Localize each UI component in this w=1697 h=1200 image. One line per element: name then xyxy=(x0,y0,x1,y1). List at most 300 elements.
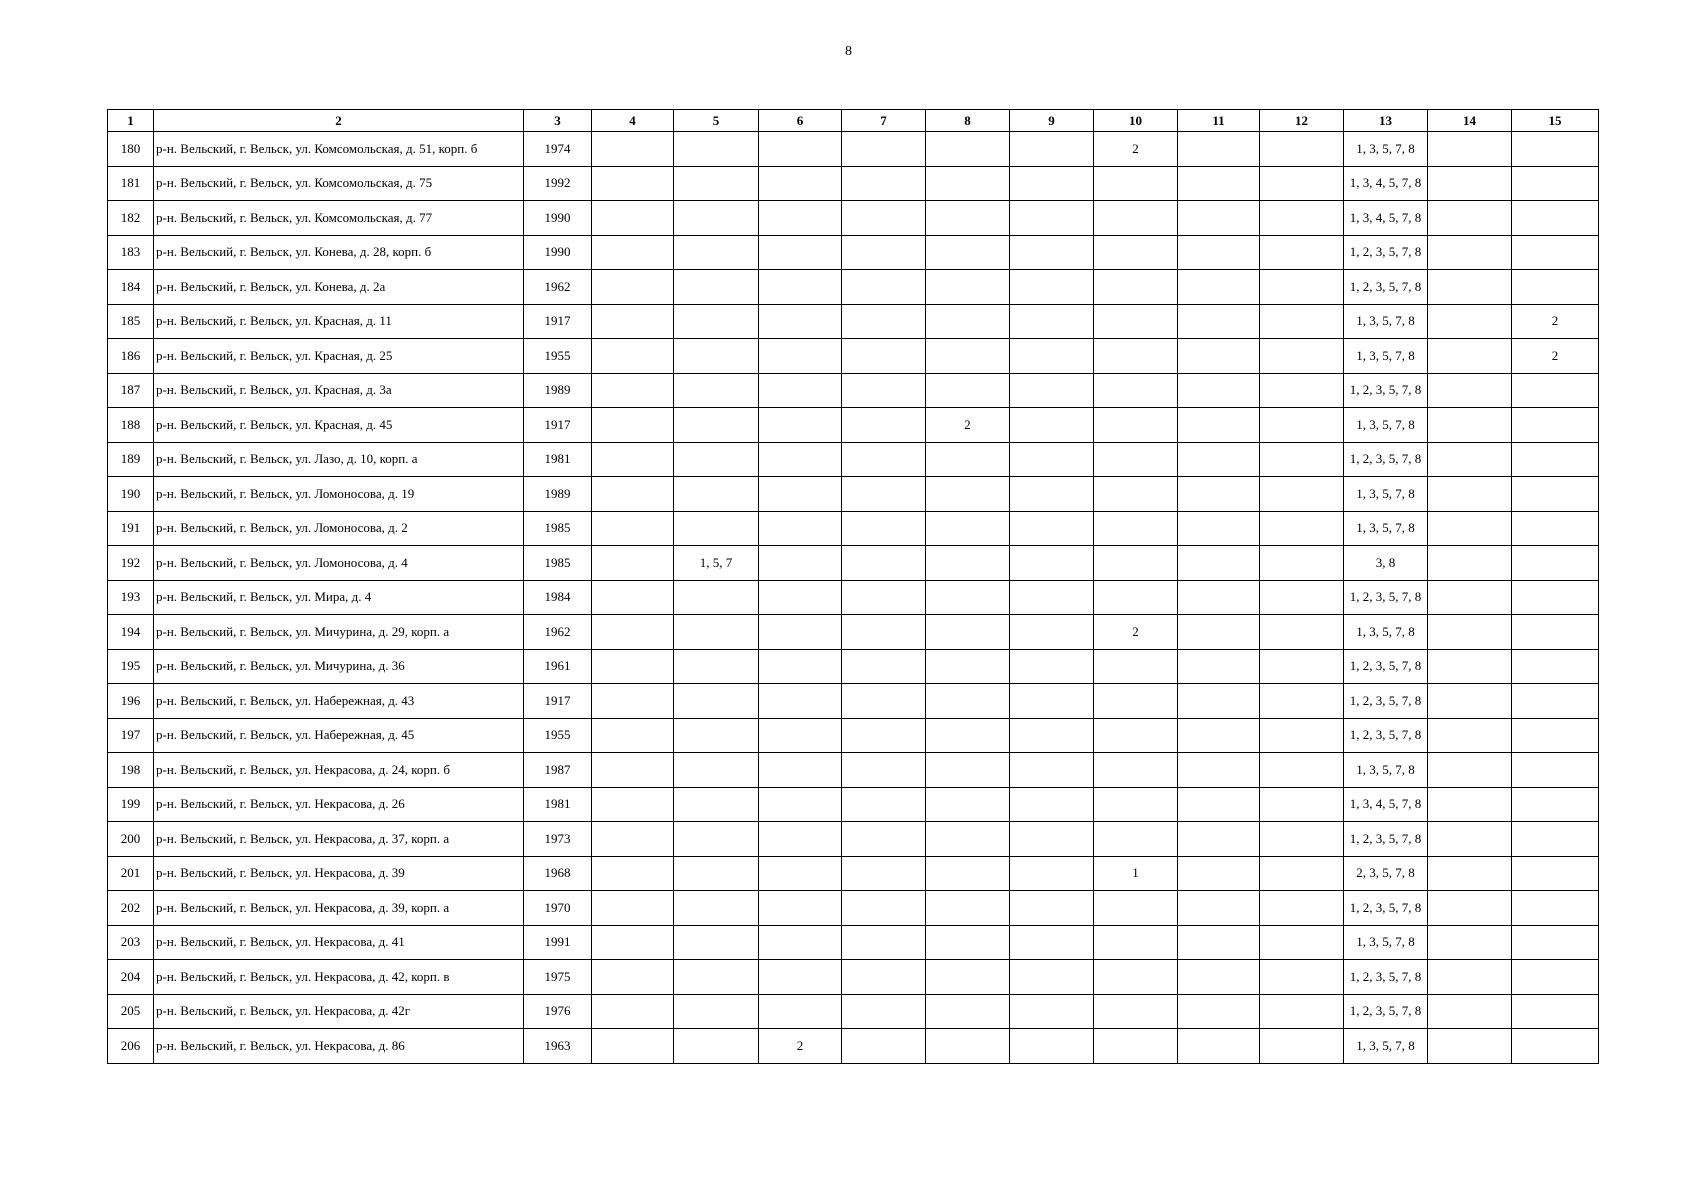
table-cell-col-8 xyxy=(926,615,1010,650)
table-cell-col-4 xyxy=(592,235,674,270)
table-cell-col-3: 1963 xyxy=(524,1029,592,1064)
table-cell-col-12 xyxy=(1260,477,1344,512)
table-cell-col-6 xyxy=(759,408,842,443)
table-row xyxy=(108,235,1599,270)
table-cell-col-1: 194 xyxy=(108,615,154,650)
table-cell-col-7 xyxy=(842,442,926,477)
table-cell-col-2: р-н. Вельский, г. Вельск, ул. Мичурина, д. 36 xyxy=(154,649,524,684)
table-cell-col-10: 1 xyxy=(1094,856,1178,891)
table-cell-col-10 xyxy=(1094,304,1178,339)
table-cell-col-9 xyxy=(1010,615,1094,650)
table-cell-col-2: р-н. Вельский, г. Вельск, ул. Некрасова, д. 26 xyxy=(154,787,524,822)
table-cell-col-13: 1, 3, 5, 7, 8 xyxy=(1344,339,1428,374)
table-cell-col-9 xyxy=(1010,649,1094,684)
table-cell-col-7 xyxy=(842,132,926,167)
table-cell-col-1: 195 xyxy=(108,649,154,684)
table-cell-col-4 xyxy=(592,994,674,1029)
table-cell-col-6 xyxy=(759,649,842,684)
table-cell-col-15 xyxy=(1512,373,1599,408)
table-cell-col-13: 1, 2, 3, 5, 7, 8 xyxy=(1344,580,1428,615)
table-cell-col-3: 1987 xyxy=(524,753,592,788)
table-cell-col-9 xyxy=(1010,684,1094,719)
table-cell-col-14 xyxy=(1428,822,1512,857)
table-cell-col-6 xyxy=(759,511,842,546)
table-cell-col-15 xyxy=(1512,442,1599,477)
table-cell-col-7 xyxy=(842,546,926,581)
table-cell-col-10 xyxy=(1094,753,1178,788)
table-cell-col-9 xyxy=(1010,546,1094,581)
table-cell-col-2: р-н. Вельский, г. Вельск, ул. Ломоносова, д. 4 xyxy=(154,546,524,581)
table-cell-col-2: р-н. Вельский, г. Вельск, ул. Мира, д. 4 xyxy=(154,580,524,615)
table-row xyxy=(108,856,1599,891)
table-cell-col-2: р-н. Вельский, г. Вельск, ул. Красная, д. 45 xyxy=(154,408,524,443)
table-cell-col-2: р-н. Вельский, г. Вельск, ул. Красная, д. 11 xyxy=(154,304,524,339)
table-cell-col-6 xyxy=(759,753,842,788)
table-cell-col-10 xyxy=(1094,891,1178,926)
table-cell-col-11 xyxy=(1178,546,1260,581)
table-cell-col-13: 1, 2, 3, 5, 7, 8 xyxy=(1344,718,1428,753)
table-cell-col-12 xyxy=(1260,960,1344,995)
table-cell-col-1: 186 xyxy=(108,339,154,374)
table-cell-col-6: 2 xyxy=(759,1029,842,1064)
column-header-1: 1 xyxy=(108,110,154,132)
table-cell-col-5 xyxy=(674,580,759,615)
table-cell-col-11 xyxy=(1178,511,1260,546)
table-cell-col-1: 201 xyxy=(108,856,154,891)
table-cell-col-6 xyxy=(759,270,842,305)
table-cell-col-10 xyxy=(1094,511,1178,546)
table-cell-col-14 xyxy=(1428,442,1512,477)
table-cell-col-15 xyxy=(1512,925,1599,960)
table-cell-col-4 xyxy=(592,511,674,546)
column-header-9: 9 xyxy=(1010,110,1094,132)
table-cell-col-2: р-н. Вельский, г. Вельск, ул. Красная, д. 3а xyxy=(154,373,524,408)
table-cell-col-3: 1962 xyxy=(524,270,592,305)
table-cell-col-13: 1, 2, 3, 5, 7, 8 xyxy=(1344,235,1428,270)
column-header-3: 3 xyxy=(524,110,592,132)
table-row xyxy=(108,925,1599,960)
table-cell-col-8 xyxy=(926,580,1010,615)
data-table xyxy=(107,109,1599,1064)
table-cell-col-15 xyxy=(1512,718,1599,753)
table-cell-col-1: 189 xyxy=(108,442,154,477)
table-row xyxy=(108,166,1599,201)
table-cell-col-9 xyxy=(1010,304,1094,339)
table-cell-col-15 xyxy=(1512,546,1599,581)
table-cell-col-9 xyxy=(1010,132,1094,167)
table-cell-col-8 xyxy=(926,304,1010,339)
table-cell-col-8 xyxy=(926,994,1010,1029)
table-cell-col-9 xyxy=(1010,408,1094,443)
table-cell-col-8 xyxy=(926,511,1010,546)
table-cell-col-1: 206 xyxy=(108,1029,154,1064)
table-cell-col-1: 203 xyxy=(108,925,154,960)
table-cell-col-6 xyxy=(759,615,842,650)
table-cell-col-5 xyxy=(674,718,759,753)
table-cell-col-3: 1989 xyxy=(524,373,592,408)
table-cell-col-15 xyxy=(1512,891,1599,926)
table-cell-col-5 xyxy=(674,442,759,477)
page-number: 8 xyxy=(845,44,852,59)
table-cell-col-12 xyxy=(1260,787,1344,822)
table-row xyxy=(108,201,1599,236)
table-cell-col-3: 1989 xyxy=(524,477,592,512)
table-cell-col-1: 200 xyxy=(108,822,154,857)
table-row xyxy=(108,339,1599,374)
table-cell-col-8: 2 xyxy=(926,408,1010,443)
table-cell-col-4 xyxy=(592,201,674,236)
table-cell-col-2: р-н. Вельский, г. Вельск, ул. Набережная, д. 43 xyxy=(154,684,524,719)
table-cell-col-15 xyxy=(1512,994,1599,1029)
table-cell-col-8 xyxy=(926,960,1010,995)
table-cell-col-6 xyxy=(759,546,842,581)
table-cell-col-3: 1975 xyxy=(524,960,592,995)
table-cell-col-12 xyxy=(1260,822,1344,857)
table-cell-col-8 xyxy=(926,477,1010,512)
table-cell-col-7 xyxy=(842,822,926,857)
table-cell-col-9 xyxy=(1010,442,1094,477)
table-row xyxy=(108,891,1599,926)
table-cell-col-3: 1976 xyxy=(524,994,592,1029)
column-header-6: 6 xyxy=(759,110,842,132)
table-cell-col-11 xyxy=(1178,718,1260,753)
table-cell-col-1: 190 xyxy=(108,477,154,512)
table-cell-col-4 xyxy=(592,615,674,650)
table-cell-col-9 xyxy=(1010,166,1094,201)
table-cell-col-12 xyxy=(1260,408,1344,443)
table-cell-col-1: 183 xyxy=(108,235,154,270)
table-cell-col-4 xyxy=(592,856,674,891)
table-cell-col-14 xyxy=(1428,925,1512,960)
table-cell-col-8 xyxy=(926,753,1010,788)
table-cell-col-13: 1, 2, 3, 5, 7, 8 xyxy=(1344,960,1428,995)
table-cell-col-6 xyxy=(759,166,842,201)
table-cell-col-8 xyxy=(926,201,1010,236)
table-cell-col-5: 1, 5, 7 xyxy=(674,546,759,581)
table-cell-col-12 xyxy=(1260,580,1344,615)
table-cell-col-1: 192 xyxy=(108,546,154,581)
table-cell-col-11 xyxy=(1178,787,1260,822)
table-cell-col-5 xyxy=(674,408,759,443)
table-cell-col-6 xyxy=(759,373,842,408)
table-cell-col-13: 1, 2, 3, 5, 7, 8 xyxy=(1344,270,1428,305)
table-cell-col-4 xyxy=(592,718,674,753)
table-cell-col-5 xyxy=(674,270,759,305)
table-cell-col-2: р-н. Вельский, г. Вельск, ул. Комсомольская, д. 77 xyxy=(154,201,524,236)
table-cell-col-15 xyxy=(1512,822,1599,857)
table-cell-col-9 xyxy=(1010,339,1094,374)
table-cell-col-1: 198 xyxy=(108,753,154,788)
table-cell-col-4 xyxy=(592,304,674,339)
column-header-2: 2 xyxy=(154,110,524,132)
table-cell-col-15 xyxy=(1512,580,1599,615)
table-cell-col-10 xyxy=(1094,166,1178,201)
table-cell-col-13: 1, 3, 5, 7, 8 xyxy=(1344,615,1428,650)
table-cell-col-12 xyxy=(1260,994,1344,1029)
table-cell-col-7 xyxy=(842,787,926,822)
table-cell-col-13: 1, 3, 5, 7, 8 xyxy=(1344,304,1428,339)
table-cell-col-8 xyxy=(926,718,1010,753)
table-cell-col-9 xyxy=(1010,270,1094,305)
table-cell-col-8 xyxy=(926,925,1010,960)
table-cell-col-12 xyxy=(1260,304,1344,339)
table-cell-col-11 xyxy=(1178,960,1260,995)
table-cell-col-13: 1, 3, 5, 7, 8 xyxy=(1344,408,1428,443)
table-cell-col-6 xyxy=(759,304,842,339)
table-cell-col-3: 1985 xyxy=(524,511,592,546)
table-cell-col-10 xyxy=(1094,580,1178,615)
table-cell-col-15 xyxy=(1512,856,1599,891)
table-cell-col-13: 1, 3, 5, 7, 8 xyxy=(1344,511,1428,546)
table-cell-col-9 xyxy=(1010,201,1094,236)
table-row xyxy=(108,615,1599,650)
table-cell-col-8 xyxy=(926,891,1010,926)
table-cell-col-7 xyxy=(842,304,926,339)
table-cell-col-13: 2, 3, 5, 7, 8 xyxy=(1344,856,1428,891)
table-cell-col-14 xyxy=(1428,718,1512,753)
table-cell-col-7 xyxy=(842,891,926,926)
table-cell-col-1: 185 xyxy=(108,304,154,339)
table-cell-col-8 xyxy=(926,132,1010,167)
column-header-8: 8 xyxy=(926,110,1010,132)
table-cell-col-4 xyxy=(592,442,674,477)
table-cell-col-11 xyxy=(1178,477,1260,512)
table-cell-col-11 xyxy=(1178,994,1260,1029)
table-row xyxy=(108,1029,1599,1064)
table-cell-col-11 xyxy=(1178,684,1260,719)
table-cell-col-10 xyxy=(1094,270,1178,305)
table-cell-col-10 xyxy=(1094,408,1178,443)
table-cell-col-9 xyxy=(1010,856,1094,891)
table-cell-col-5 xyxy=(674,960,759,995)
table-cell-col-6 xyxy=(759,925,842,960)
table-cell-col-6 xyxy=(759,580,842,615)
table-cell-col-6 xyxy=(759,477,842,512)
table-cell-col-11 xyxy=(1178,822,1260,857)
table-cell-col-2: р-н. Вельский, г. Вельск, ул. Набережная, д. 45 xyxy=(154,718,524,753)
table-cell-col-2: р-н. Вельский, г. Вельск, ул. Красная, д. 25 xyxy=(154,339,524,374)
table-row xyxy=(108,442,1599,477)
table-cell-col-1: 187 xyxy=(108,373,154,408)
table-cell-col-6 xyxy=(759,201,842,236)
table-row xyxy=(108,960,1599,995)
table-cell-col-15 xyxy=(1512,166,1599,201)
table-cell-col-5 xyxy=(674,477,759,512)
table-cell-col-14 xyxy=(1428,994,1512,1029)
table-cell-col-8 xyxy=(926,856,1010,891)
table-cell-col-1: 204 xyxy=(108,960,154,995)
table-cell-col-11 xyxy=(1178,753,1260,788)
table-cell-col-11 xyxy=(1178,580,1260,615)
table-cell-col-5 xyxy=(674,373,759,408)
table-cell-col-5 xyxy=(674,822,759,857)
table-body xyxy=(108,132,1599,1064)
table-cell-col-11 xyxy=(1178,925,1260,960)
table-cell-col-14 xyxy=(1428,615,1512,650)
table-cell-col-5 xyxy=(674,304,759,339)
table-cell-col-9 xyxy=(1010,753,1094,788)
table-cell-col-3: 1973 xyxy=(524,822,592,857)
table-row xyxy=(108,649,1599,684)
table-cell-col-2: р-н. Вельский, г. Вельск, ул. Лазо, д. 10, корп. а xyxy=(154,442,524,477)
table-cell-col-1: 196 xyxy=(108,684,154,719)
table-cell-col-3: 1985 xyxy=(524,546,592,581)
table-cell-col-15 xyxy=(1512,408,1599,443)
table-cell-col-14 xyxy=(1428,960,1512,995)
table-cell-col-7 xyxy=(842,408,926,443)
table-cell-col-13: 1, 3, 5, 7, 8 xyxy=(1344,1029,1428,1064)
table-cell-col-5 xyxy=(674,787,759,822)
table-cell-col-4 xyxy=(592,339,674,374)
table-cell-col-15: 2 xyxy=(1512,304,1599,339)
table-cell-col-1: 181 xyxy=(108,166,154,201)
table-cell-col-7 xyxy=(842,166,926,201)
table-cell-col-14 xyxy=(1428,201,1512,236)
table-cell-col-13: 1, 3, 4, 5, 7, 8 xyxy=(1344,787,1428,822)
table-cell-col-4 xyxy=(592,546,674,581)
table-cell-col-4 xyxy=(592,925,674,960)
table-cell-col-6 xyxy=(759,856,842,891)
table-cell-col-11 xyxy=(1178,339,1260,374)
table-cell-col-3: 1990 xyxy=(524,235,592,270)
table-cell-col-10 xyxy=(1094,684,1178,719)
table-cell-col-8 xyxy=(926,649,1010,684)
table-cell-col-14 xyxy=(1428,477,1512,512)
table-cell-col-14 xyxy=(1428,753,1512,788)
table-cell-col-2: р-н. Вельский, г. Вельск, ул. Некрасова, д. 24, корп. б xyxy=(154,753,524,788)
table-cell-col-9 xyxy=(1010,822,1094,857)
table-cell-col-3: 1917 xyxy=(524,304,592,339)
table-cell-col-10 xyxy=(1094,477,1178,512)
table-cell-col-4 xyxy=(592,166,674,201)
table-cell-col-11 xyxy=(1178,856,1260,891)
table-cell-col-8 xyxy=(926,684,1010,719)
table-cell-col-6 xyxy=(759,339,842,374)
table-cell-col-7 xyxy=(842,718,926,753)
table-cell-col-10 xyxy=(1094,201,1178,236)
table-cell-col-10 xyxy=(1094,960,1178,995)
table-cell-col-2: р-н. Вельский, г. Вельск, ул. Мичурина, д. 29, корп. а xyxy=(154,615,524,650)
table-cell-col-14 xyxy=(1428,270,1512,305)
table-cell-col-7 xyxy=(842,925,926,960)
table-cell-col-10 xyxy=(1094,442,1178,477)
table-cell-col-14 xyxy=(1428,373,1512,408)
table-cell-col-6 xyxy=(759,718,842,753)
table-cell-col-2: р-н. Вельский, г. Вельск, ул. Некрасова, д. 86 xyxy=(154,1029,524,1064)
table-header xyxy=(108,110,1599,132)
table-cell-col-1: 205 xyxy=(108,994,154,1029)
table-cell-col-5 xyxy=(674,891,759,926)
table-cell-col-7 xyxy=(842,235,926,270)
table-cell-col-15 xyxy=(1512,511,1599,546)
table-cell-col-4 xyxy=(592,477,674,512)
table-cell-col-11 xyxy=(1178,615,1260,650)
table-cell-col-8 xyxy=(926,822,1010,857)
column-header-14: 14 xyxy=(1428,110,1512,132)
table-cell-col-13: 1, 3, 4, 5, 7, 8 xyxy=(1344,201,1428,236)
table-row xyxy=(108,822,1599,857)
table-cell-col-5 xyxy=(674,753,759,788)
table-cell-col-15 xyxy=(1512,615,1599,650)
table-cell-col-4 xyxy=(592,753,674,788)
column-header-12: 12 xyxy=(1260,110,1344,132)
table-cell-col-8 xyxy=(926,546,1010,581)
table-cell-col-8 xyxy=(926,787,1010,822)
table-cell-col-3: 1974 xyxy=(524,132,592,167)
table-cell-col-11 xyxy=(1178,442,1260,477)
table-row xyxy=(108,304,1599,339)
table-cell-col-1: 202 xyxy=(108,891,154,926)
table-cell-col-9 xyxy=(1010,994,1094,1029)
table-cell-col-14 xyxy=(1428,891,1512,926)
table-cell-col-12 xyxy=(1260,1029,1344,1064)
table-cell-col-12 xyxy=(1260,718,1344,753)
table-cell-col-10 xyxy=(1094,339,1178,374)
table-cell-col-1: 191 xyxy=(108,511,154,546)
column-header-11: 11 xyxy=(1178,110,1260,132)
table-cell-col-7 xyxy=(842,580,926,615)
table-cell-col-4 xyxy=(592,1029,674,1064)
table-cell-col-11 xyxy=(1178,1029,1260,1064)
table-cell-col-11 xyxy=(1178,132,1260,167)
table-cell-col-13: 1, 2, 3, 5, 7, 8 xyxy=(1344,442,1428,477)
column-header-10: 10 xyxy=(1094,110,1178,132)
table-cell-col-5 xyxy=(674,925,759,960)
table-cell-col-4 xyxy=(592,787,674,822)
table-cell-col-2: р-н. Вельский, г. Вельск, ул. Некрасова, д. 42г xyxy=(154,994,524,1029)
table-cell-col-11 xyxy=(1178,891,1260,926)
table-cell-col-8 xyxy=(926,1029,1010,1064)
table-cell-col-5 xyxy=(674,166,759,201)
table-cell-col-15 xyxy=(1512,960,1599,995)
table-cell-col-5 xyxy=(674,649,759,684)
table-cell-col-15: 2 xyxy=(1512,339,1599,374)
table-cell-col-7 xyxy=(842,339,926,374)
table-row xyxy=(108,511,1599,546)
table-cell-col-14 xyxy=(1428,649,1512,684)
table-cell-col-2: р-н. Вельский, г. Вельск, ул. Некрасова, д. 39, корп. а xyxy=(154,891,524,926)
table-row xyxy=(108,684,1599,719)
table-cell-col-9 xyxy=(1010,1029,1094,1064)
table-row xyxy=(108,408,1599,443)
table-cell-col-2: р-н. Вельский, г. Вельск, ул. Некрасова, д. 42, корп. в xyxy=(154,960,524,995)
table-cell-col-13: 1, 3, 5, 7, 8 xyxy=(1344,132,1428,167)
table-cell-col-7 xyxy=(842,477,926,512)
table-cell-col-7 xyxy=(842,753,926,788)
table-cell-col-9 xyxy=(1010,373,1094,408)
table-cell-col-6 xyxy=(759,787,842,822)
table-row xyxy=(108,132,1599,167)
table-cell-col-11 xyxy=(1178,201,1260,236)
table-cell-col-8 xyxy=(926,373,1010,408)
header-row xyxy=(108,110,1599,132)
table-cell-col-15 xyxy=(1512,201,1599,236)
table-cell-col-9 xyxy=(1010,960,1094,995)
table-cell-col-11 xyxy=(1178,270,1260,305)
table-cell-col-12 xyxy=(1260,684,1344,719)
table-cell-col-12 xyxy=(1260,891,1344,926)
table-cell-col-3: 1917 xyxy=(524,408,592,443)
table-cell-col-10 xyxy=(1094,718,1178,753)
table-cell-col-12 xyxy=(1260,546,1344,581)
table-cell-col-10 xyxy=(1094,235,1178,270)
table-cell-col-6 xyxy=(759,994,842,1029)
table-cell-col-1: 188 xyxy=(108,408,154,443)
table-cell-col-7 xyxy=(842,994,926,1029)
table-cell-col-12 xyxy=(1260,166,1344,201)
table-cell-col-12 xyxy=(1260,201,1344,236)
table-cell-col-3: 1990 xyxy=(524,201,592,236)
